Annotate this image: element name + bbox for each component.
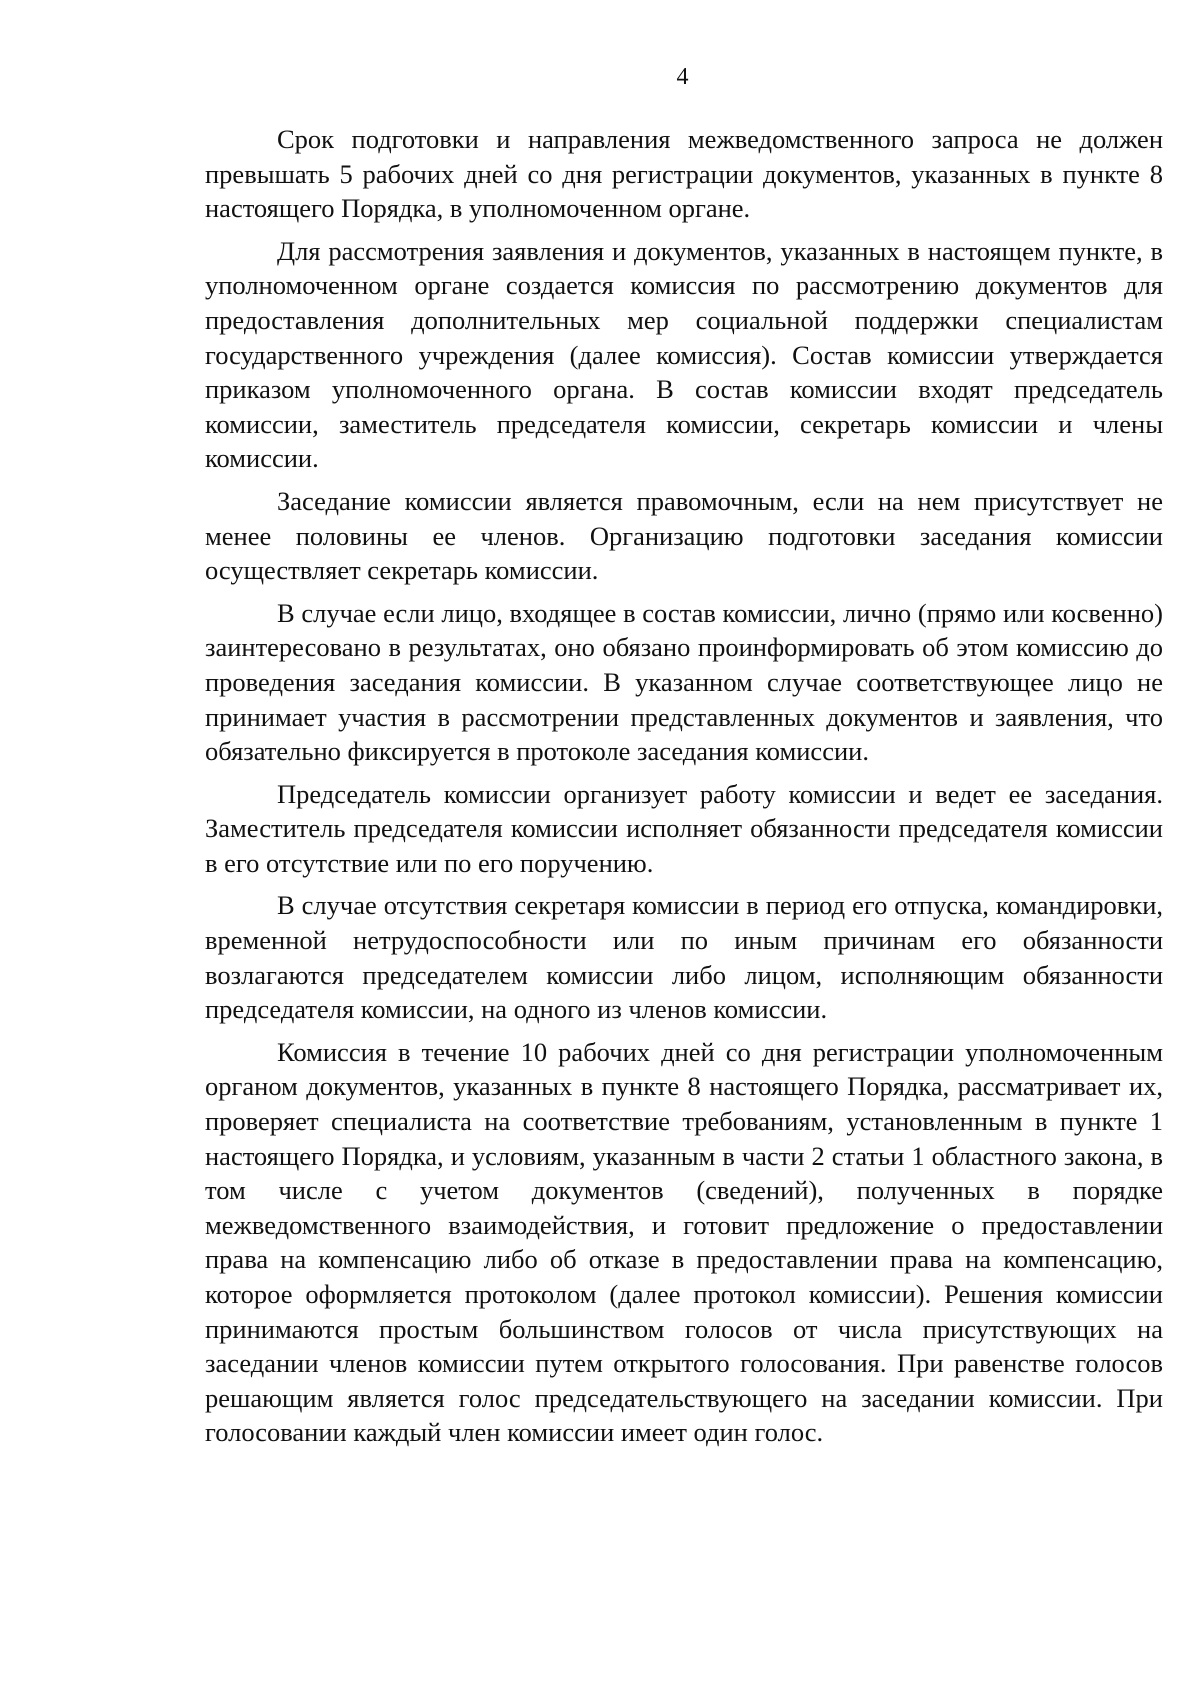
paragraph: Срок подготовки и направления межведомственного запроса не должен превышать 5 рабочих дней со дня регистрации документов, указанных в пункте 8 настоящего Порядка, в уполномоченном органе. <box>205 124 1163 224</box>
page-number: 4 <box>676 64 689 90</box>
paragraph: В случае если лицо, входящее в состав комиссии, лично (прямо или косвенно) заинтересовано в результатах, оно обязано проинформировать об этом комиссию до проведения заседания комиссии. В указанном случае соответствующее лицо не принимает участия в рассмотрении представленных документов и заявления, что обязательно фиксируется в протоколе заседания комиссии. <box>205 597 1163 767</box>
document-body <box>205 122 1163 1458</box>
paragraph: Комиссия в течение 10 рабочих дней со дня регистрации уполномоченным органом документов, указанных в пункте 8 настоящего Порядка, рассматривает их, проверяет специалиста на соответствие требованиям, установленным в пункте 1 настоящего Порядка, и условиям, указанным в части 2 статьи 1 областного закона, в том числе с учетом документов (сведений), полученных в порядке межведомственного взаимодействия, и готовит предложение о предоставлении права на компенсацию либо об отказе в предоставлении права на компенсацию, которое оформляется протоколом (далее протокол комиссии). Решения комиссии принимаются простым большинством голосов от числа присутствующих на заседании членов комиссии путем открытого голосования. При равенстве голосов решающим является голос председательствующего на заседании комиссии. При голосовании каждый член комиссии имеет один голос. <box>205 1036 1163 1448</box>
paragraph: Заседание комиссии является правомочным, если на нем присутствует не менее половины ее членов. Организацию подготовки заседания комиссии осуществляет секретарь комиссии. <box>205 485 1163 586</box>
paragraph: В случае отсутствия секретаря комиссии в период его отпуска, командировки, временной нетрудоспособности или по иным причинам его обязанности возлагаются председателем комиссии либо лицом, исполняющим обязанности председателя комиссии, на одного из членов комиссии. <box>205 890 1163 1025</box>
paragraph: Для рассмотрения заявления и документов, указанных в настоящем пункте, в уполномоченном органе создается комиссия по рассмотрению документов для предоставления дополнительных мер социальной поддержки специалистам государственного учреждения (далее комиссия). Состав комиссии утверждается приказом уполномоченного органа. В состав комиссии входят председатель комиссии, заместитель председателя комиссии, секретарь комиссии и члены комиссии. <box>205 235 1163 474</box>
paragraph: Председатель комиссии организует работу комиссии и ведет ее заседания. Заместитель председателя комиссии исполняет обязанности председателя комиссии в его отсутствие или по его поручению. <box>205 778 1163 878</box>
